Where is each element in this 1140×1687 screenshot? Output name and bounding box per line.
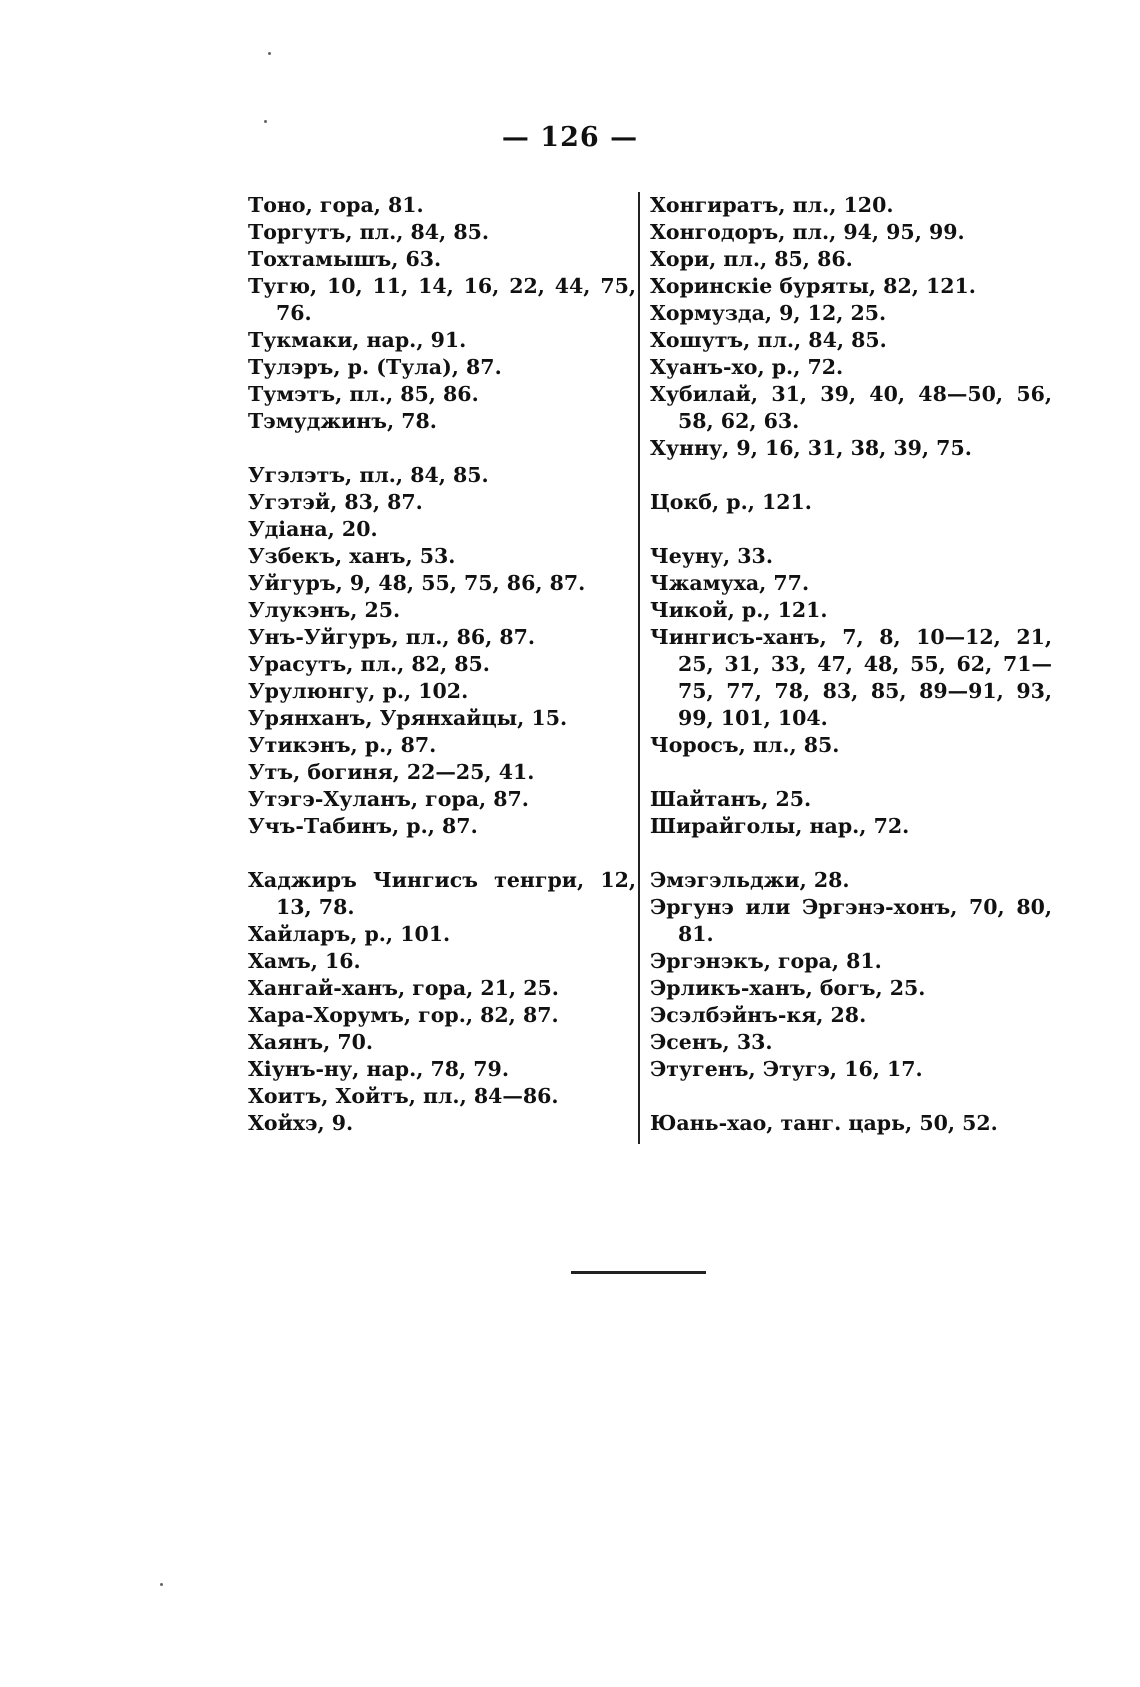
- index-entry: Эмэгэльджи, 28.: [650, 868, 850, 892]
- index-entry: Угэтэй, 83, 87.: [248, 490, 423, 514]
- index-entry: Хуанъ-хо, р., 72.: [650, 355, 844, 379]
- page-number: — 126 —: [501, 122, 639, 153]
- index-entry: Урулюнгу, р., 102.: [248, 679, 469, 703]
- index-entry: Эргунэ или Эргэнэ-хонъ, 70, 80, 81.: [650, 895, 1052, 946]
- index-entry: Эсэлбэйнъ-кя, 28.: [650, 1003, 867, 1027]
- index-entry: Хаянъ, 70.: [248, 1030, 374, 1054]
- index-column-right: [650, 192, 1052, 1164]
- index-entry: Чеуну, 33.: [650, 544, 773, 568]
- index-column-left: [248, 192, 636, 1164]
- index-entry: Хіунъ-ну, нар., 78, 79.: [248, 1057, 509, 1081]
- index-entry: Хойхэ, 9.: [248, 1111, 354, 1135]
- index-entry: Утикэнъ, р., 87.: [248, 733, 437, 757]
- index-entry: Угэлэтъ, пл., 84, 85.: [248, 463, 489, 487]
- index-entry: Удіана, 20.: [248, 517, 378, 541]
- index-entry: Эсенъ, 33.: [650, 1030, 773, 1054]
- index-entry: Тулэръ, р. (Тула), 87.: [248, 355, 502, 379]
- index-group: [248, 462, 636, 840]
- paper-speck: [264, 120, 267, 123]
- index-entry: Хонгиратъ, пл., 120.: [650, 193, 894, 217]
- index-entry: Хоитъ, Хойтъ, пл., 84—86.: [248, 1084, 559, 1108]
- index-entry: Шайтанъ, 25.: [650, 787, 812, 811]
- index-entry: Унъ-Уйгуръ, пл., 86, 87.: [248, 625, 536, 649]
- index-entry: Хайларъ, р., 101.: [248, 922, 451, 946]
- index-group: [650, 867, 1052, 1083]
- index-entry: Эргэнэкъ, гора, 81.: [650, 949, 882, 973]
- paper-speck: [160, 1583, 163, 1586]
- index-entry: Тугю, 10, 11, 14, 16, 22, 44, 75, 76.: [248, 274, 636, 325]
- index-entry: Тумэтъ, пл., 85, 86.: [248, 382, 479, 406]
- index-entry: Ширайголы, нар., 72.: [650, 814, 910, 838]
- index-entry: Улукэнъ, 25.: [248, 598, 401, 622]
- index-entry: Тоно, гора, 81.: [248, 193, 424, 217]
- index-entry: Хонгодоръ, пл., 94, 95, 99.: [650, 220, 965, 244]
- index-entry: Утэгэ-Хуланъ, гора, 87.: [248, 787, 529, 811]
- index-entry: Хара-Хорумъ, гор., 82, 87.: [248, 1003, 559, 1027]
- index-group: [650, 489, 1052, 516]
- index-entry: Эрликъ-ханъ, богъ, 25.: [650, 976, 926, 1000]
- index-entry: Хунну, 9, 16, 31, 38, 39, 75.: [650, 436, 972, 460]
- index-entry: Тукмаки, нар., 91.: [248, 328, 467, 352]
- index-entry: Учъ-Табинъ, р., 87.: [248, 814, 478, 838]
- index-entry: Этугенъ, Этугэ, 16, 17.: [650, 1057, 923, 1081]
- index-entry: Торгутъ, пл., 84, 85.: [248, 220, 489, 244]
- index-entry: Тохтамышъ, 63.: [248, 247, 442, 271]
- index-entry: Тэмуджинъ, 78.: [248, 409, 437, 433]
- index-entry: Чингисъ-ханъ, 7, 8, 10—12, 21, 25, 31, 33, 47, 48, 55, 62, 71—75, 77, 78, 83, 85, 89—91, 93, 99, 101, 104.: [650, 625, 1052, 730]
- index-group: [650, 786, 1052, 840]
- index-entry: Узбекъ, ханъ, 53.: [248, 544, 456, 568]
- index-entry: Хамъ, 16.: [248, 949, 361, 973]
- index-entry: Цокб, р., 121.: [650, 490, 812, 514]
- index-entry: Уйгуръ, 9, 48, 55, 75, 86, 87.: [248, 571, 586, 595]
- index-group: [248, 867, 636, 1137]
- index-entry: Хори, пл., 85, 86.: [650, 247, 853, 271]
- index-group: [650, 543, 1052, 759]
- index-entry: Урянханъ, Урянхайцы, 15.: [248, 706, 568, 730]
- index-entry: Хангай-ханъ, гора, 21, 25.: [248, 976, 559, 1000]
- index-entry: Чоросъ, пл., 85.: [650, 733, 840, 757]
- index-group: [248, 192, 636, 435]
- index-entry: Утъ, богиня, 22—25, 41.: [248, 760, 535, 784]
- index-entry: Чжамуха, 77.: [650, 571, 810, 595]
- index-entry: Хубилай, 31, 39, 40, 48—50, 56, 58, 62, 63.: [650, 382, 1052, 433]
- index-entry: Хошутъ, пл., 84, 85.: [650, 328, 887, 352]
- column-divider: [638, 192, 640, 1144]
- index-entry: Хоринскіе буряты, 82, 121.: [650, 274, 976, 298]
- index-entry: Урасутъ, пл., 82, 85.: [248, 652, 490, 676]
- index-group: [650, 1110, 1052, 1137]
- index-entry: Чикой, р., 121.: [650, 598, 828, 622]
- index-entry: Юань-хао, танг. царь, 50, 52.: [650, 1111, 998, 1135]
- end-rule: [571, 1271, 706, 1274]
- index-group: [650, 192, 1052, 462]
- index-entry: Хормузда, 9, 12, 25.: [650, 301, 887, 325]
- paper-speck: [268, 52, 271, 55]
- index-entry: Хаджиръ Чингисъ тенгри, 12, 13, 78.: [248, 868, 636, 919]
